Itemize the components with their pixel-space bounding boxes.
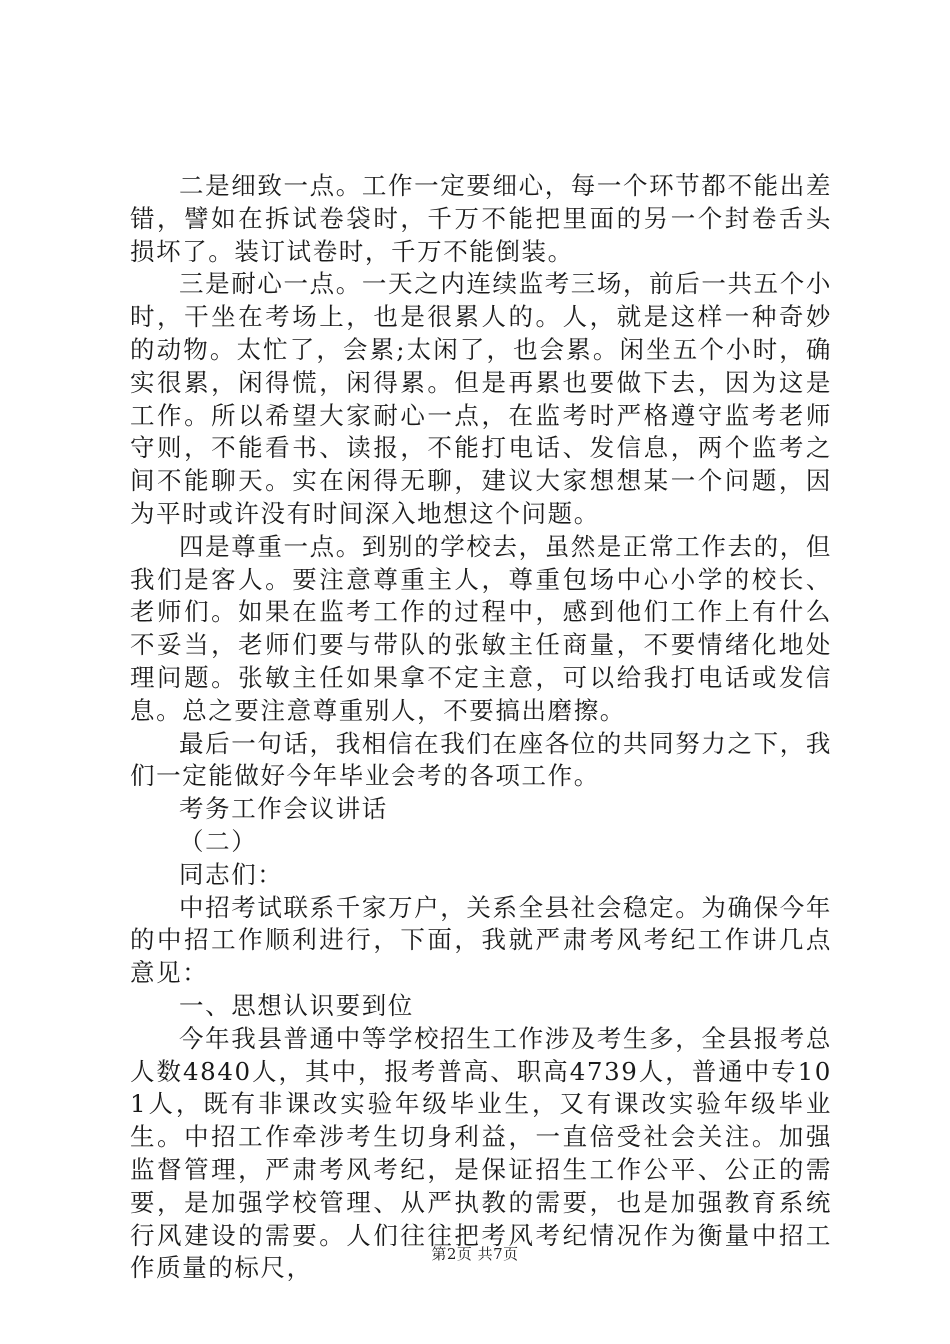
paragraph-respect: 四是尊重一点。到别的学校去，虽然是正常工作去的，但我们是客人。要注意尊重主人，尊重包场中心小学的校长、老师们。如果在监考工作的过程中，感到他们工作上有什么不妥当，老师们要与带队的张敏主任商量，不要情绪化地处理问题。张敏主任如果拿不定主意，可以给我打电话或发信息。总之要注意尊重别人，不要搞出磨擦。: [130, 531, 832, 725]
salutation: 同志们：: [179, 859, 284, 889]
section-number: （二）: [179, 826, 258, 856]
paragraph-statistics: 今年我县普通中等学校招生工作涉及考生多，全县报考总人数4840人，其中，报考普高、职高4739人，普通中专101人，既有非课改实验年级毕业生，又有课改实验年级毕业生。中招工作牵涉考生切身利益，一直倍受社会关注。加强监督管理，严肃考风考纪，是保证招生工作公平、公正的需要，是加强学校管理、从严执教的需要，也是加强教育系统行风建设的需要。人们往往把考风考纪情况作为衡量中招工作质量的标尺，: [130, 1023, 832, 1283]
heading-awareness: 一、思想认识要到位: [179, 990, 414, 1020]
page-number-footer: 第2页 共7页: [431, 1245, 519, 1263]
document-body: [130, 170, 832, 1285]
paragraph-detail: 二是细致一点。工作一定要细心，每一个环节都不能出差错，譬如在拆试卷袋时，千万不能把里面的另一个封卷舌头损坏了。装订试卷时，千万不能倒装。: [130, 171, 832, 266]
section-title: 考务工作会议讲话: [179, 794, 388, 824]
paragraph-closing: 最后一句话，我相信在我们在座各位的共同努力之下，我们一定能做好今年毕业会考的各项工作。: [130, 728, 832, 791]
paragraph-patience: 三是耐心一点。一天之内连续监考三场，前后一共五个小时，干坐在考场上，也是很累人的。人，就是这样一种奇妙的动物。太忙了，会累;太闲了，也会累。闲坐五个小时，确实很累，闲得慌，闲得累。但是再累也要做下去，因为这是工作。所以希望大家耐心一点，在监考时严格遵守监考老师守则，不能看书、读报，不能打电话、发信息，两个监考之间不能聊天。实在闲得无聊，建议大家想想某一个问题，因为平时或许没有时间深入地想这个问题。: [130, 269, 832, 528]
paragraph-intro: 中招考试联系千家万户，关系全县社会稳定。为确保今年的中招工作顺利进行，下面，我就严肃考风考纪工作讲几点意见：: [130, 892, 832, 988]
